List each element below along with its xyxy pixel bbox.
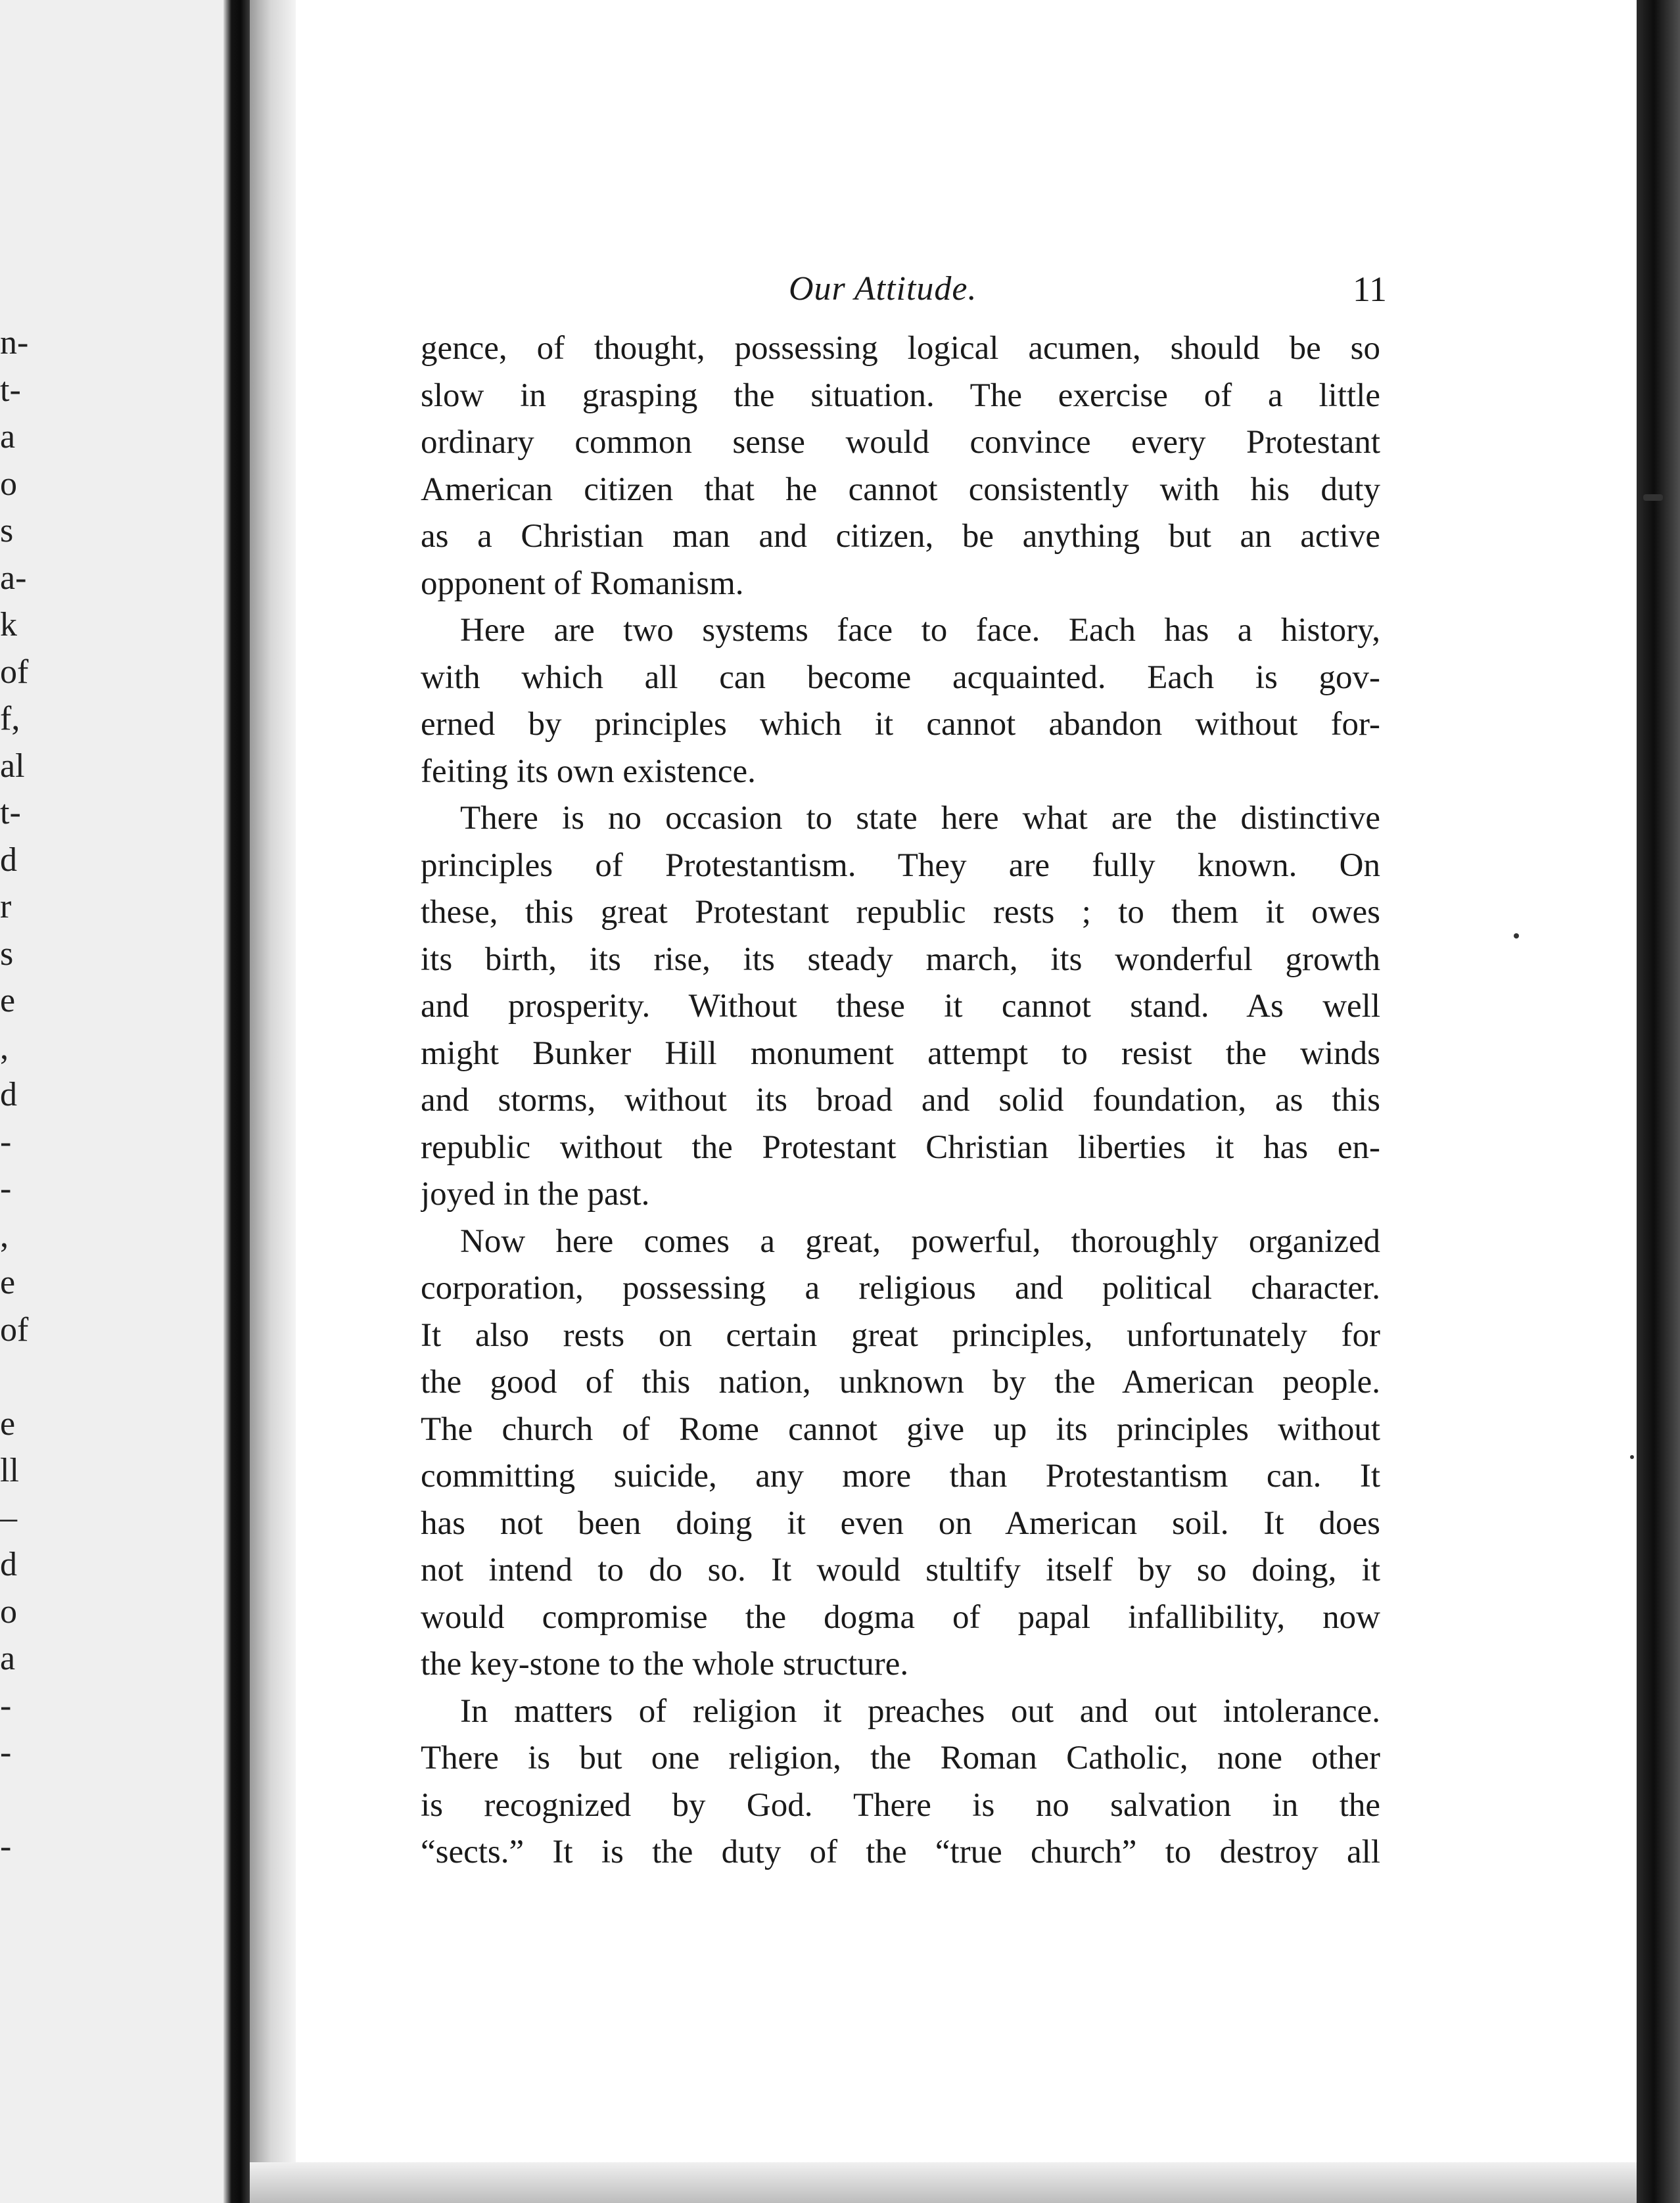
text-line: It also rests on certain great principles, unfortunately for	[421, 1316, 1380, 1354]
text-line: joyed in the past.	[421, 1176, 650, 1213]
text-line: as a Christian man and citizen, be anything but an active	[421, 518, 1380, 555]
previous-page-paper	[0, 0, 223, 2203]
paragraph	[421, 325, 1380, 607]
text-line: The church of Rome cannot give up its principles without	[421, 1410, 1380, 1448]
paragraph	[421, 1218, 1380, 1688]
text-line: erned by principles which it cannot abandon without for-	[421, 706, 1380, 743]
previous-page-fragment: a	[0, 418, 16, 455]
text-line: opponent of Romanism.	[421, 565, 744, 602]
text-line: Here are two systems face to face. Each has a history,	[460, 612, 1380, 649]
previous-page-fragment: f,	[0, 700, 20, 737]
text-line: would compromise the dogma of papal infallibility, now	[421, 1598, 1380, 1636]
text-line: and storms, without its broad and solid foundation, as this	[421, 1082, 1380, 1119]
book-spine	[223, 0, 250, 2203]
text-line: feiting its own existence.	[421, 753, 756, 790]
text-line: “sects.” It is the duty of the “true church” to destroy all	[421, 1834, 1380, 1870]
previous-page-fragment: -	[0, 1170, 12, 1207]
previous-page-fragment: e	[0, 1264, 16, 1301]
text-line: There is no occasion to state here what are the distinctive	[460, 800, 1380, 837]
text-line: not intend to do so. It would stultify itself by so doing, it	[421, 1552, 1380, 1588]
text-line: the good of this nation, unknown by the American people.	[421, 1364, 1380, 1401]
paragraph	[421, 607, 1380, 795]
gutter-shadow	[250, 0, 296, 2203]
text-line: In matters of religion it preaches out and out intolerance.	[460, 1692, 1380, 1730]
previous-page-fragment: -	[0, 1828, 12, 1865]
text-line: might Bunker Hill monument attempt to resist the winds	[421, 1034, 1380, 1072]
text-line: Now here comes a great, powerful, thoroughly organized	[460, 1222, 1380, 1260]
text-line: American citizen that he cannot consistently with his duty	[421, 471, 1380, 508]
text-line: the key-stone to the whole structure.	[421, 1646, 909, 1682]
page-edge-bottom	[250, 2162, 1637, 2203]
text-line: committing suicide, any more than Protestantism can. It	[421, 1458, 1380, 1495]
previous-page-fragment: t-	[0, 371, 21, 409]
text-line: republic without the Protestant Christian liberties it has en-	[421, 1128, 1380, 1166]
paragraph	[421, 795, 1380, 1218]
previous-page-fragment: d	[0, 1546, 17, 1583]
text-line: is recognized by God. There is no salvation in the	[421, 1786, 1380, 1824]
previous-page-fragment: e	[0, 982, 16, 1019]
previous-page-fragment: al	[0, 747, 25, 785]
previous-page-fragment: s	[0, 512, 14, 549]
scan-speck	[1514, 933, 1519, 939]
text-line: these, this great Protestant republic rests ; to them it owes	[421, 894, 1380, 931]
previous-page-fragment: of	[0, 653, 29, 691]
paragraph	[421, 1688, 1380, 1876]
text-line: ordinary common sense would convince every Protestant	[421, 424, 1380, 461]
page-header	[421, 263, 1387, 315]
previous-page-fragment: -	[0, 1123, 12, 1161]
previous-page-fragment: ,	[0, 1217, 9, 1255]
previous-page-fragment: –	[0, 1498, 17, 1537]
text-line: corporation, possessing a religious and political character.	[421, 1270, 1380, 1307]
text-line: its birth, its rise, its steady march, its wonderful growth	[421, 940, 1380, 978]
scan-speck	[1643, 494, 1663, 501]
text-line: principles of Protestantism. They are fully known. On	[421, 846, 1380, 884]
scan-speck	[1630, 1455, 1634, 1459]
page-number: 11	[1353, 269, 1387, 309]
previous-page-fragment: a	[0, 1640, 16, 1677]
previous-page-fragment: ,	[0, 1029, 9, 1067]
previous-page-fragment: of	[0, 1310, 29, 1349]
text-line: and prosperity. Without these it cannot stand. As well	[421, 988, 1380, 1025]
text-line: gence, of thought, possessing logical acumen, should be so	[421, 330, 1380, 367]
previous-page-fragment	[0, 1776, 26, 1824]
text-line: slow in grasping the situation. The exercise of a little	[421, 377, 1380, 414]
text-line: There is but one religion, the Roman Catholic, none other	[421, 1740, 1380, 1776]
previous-page-fragment: -	[0, 1734, 12, 1771]
previous-page-fragment: d	[0, 1076, 17, 1113]
previous-page-fragment: k	[0, 606, 17, 643]
previous-page-fragment: d	[0, 841, 17, 879]
previous-page	[0, 0, 230, 2203]
previous-page-fragment: e	[0, 1404, 16, 1443]
previous-page-fragment: s	[0, 935, 14, 973]
page-edge-right	[1637, 0, 1680, 2203]
previous-page-fragment: r	[0, 888, 12, 925]
body-text	[421, 325, 1380, 1876]
previous-page-text-fragments	[0, 319, 29, 1870]
previous-page-fragment	[0, 1353, 26, 1401]
previous-page-fragment: n-	[0, 324, 29, 361]
text-line: with which all can become acquainted. Each is gov-	[421, 659, 1380, 696]
previous-page-fragment: t-	[0, 794, 21, 831]
previous-page-fragment: o	[0, 1592, 17, 1631]
previous-page-fragment: o	[0, 465, 17, 503]
running-head: Our Attitude.	[789, 270, 977, 308]
previous-page-fragment: a-	[0, 559, 27, 597]
previous-page-fragment: ll	[0, 1452, 19, 1489]
text-line: has not been doing it even on American soil. It does	[421, 1504, 1380, 1542]
previous-page-fragment: -	[0, 1686, 12, 1725]
